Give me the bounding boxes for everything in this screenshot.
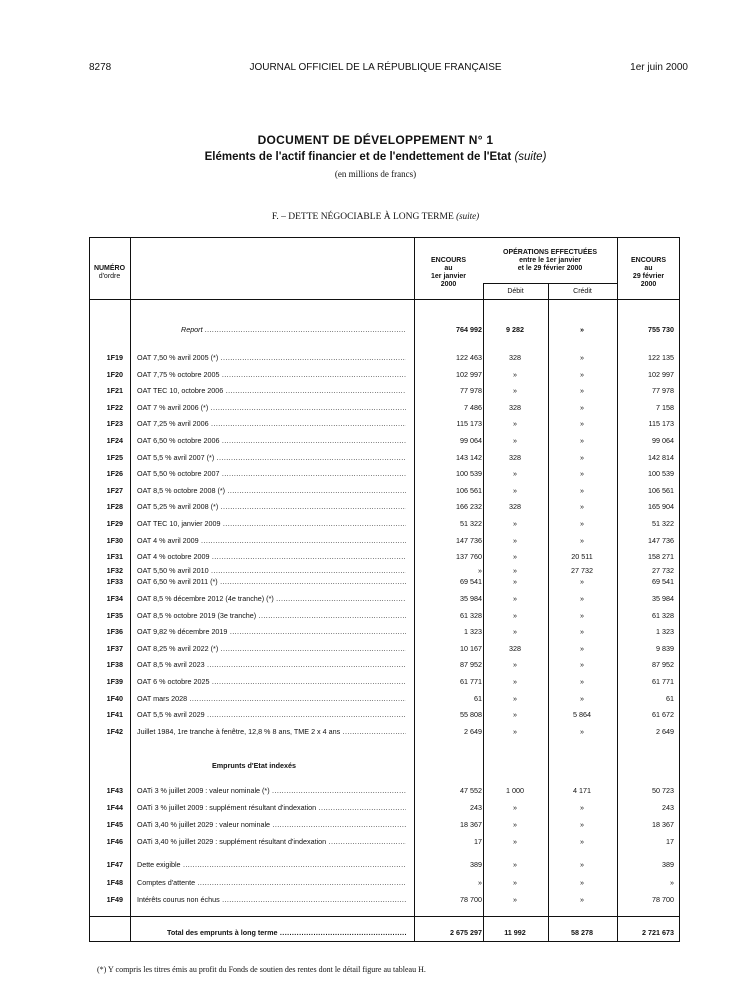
row-credit: 20 511 bbox=[571, 552, 593, 562]
row-encours-start: 87 952 bbox=[460, 660, 482, 670]
row-label: OAT 9,82 % décembre 2019 ..... bbox=[137, 627, 406, 636]
header-line: au bbox=[644, 265, 653, 272]
row-encours-end: 61 bbox=[666, 693, 674, 703]
row-encours-start: 78 700 bbox=[460, 895, 482, 904]
row-code: 1F28 bbox=[106, 502, 123, 512]
row-debit: » bbox=[513, 419, 517, 429]
table-row bbox=[89, 483, 680, 497]
row-encours-end: 27 732 bbox=[652, 566, 674, 575]
row-encours-end: 61 771 bbox=[652, 677, 674, 686]
row-code: 1F20 bbox=[106, 369, 123, 379]
row-code: 1F31 bbox=[106, 552, 123, 562]
row-credit: » bbox=[580, 660, 584, 670]
row-credit: 4 171 bbox=[573, 786, 591, 795]
row-debit: » bbox=[513, 386, 517, 396]
table-row bbox=[89, 416, 680, 430]
table-row bbox=[89, 433, 680, 447]
row-label: Comptes d'attente ..... bbox=[137, 878, 406, 887]
row-encours-start: 61 328 bbox=[460, 610, 482, 620]
table-row bbox=[89, 574, 680, 588]
row-credit: 27 732 bbox=[571, 566, 593, 575]
row-debit: » bbox=[513, 535, 517, 545]
row-label: OAT 7 % avril 2006 (*) ..... bbox=[137, 403, 406, 412]
table-row bbox=[89, 857, 680, 871]
row-encours-end: 243 bbox=[662, 803, 674, 812]
row-debit: » bbox=[513, 837, 517, 846]
row-encours-start: » bbox=[478, 566, 482, 575]
header-line: 2000 bbox=[440, 281, 457, 288]
header-line: entre le 1er janvier bbox=[519, 257, 581, 264]
row-encours-start: 17 bbox=[474, 837, 482, 846]
row-label: OAT 7,25 % avril 2006 ..... bbox=[137, 419, 406, 428]
row-credit: » bbox=[580, 519, 584, 528]
row-label: OAT TEC 10, janvier 2009 ..... bbox=[137, 519, 406, 528]
page-number: 8278 bbox=[89, 62, 112, 73]
table-row bbox=[89, 400, 680, 414]
table-row bbox=[89, 892, 680, 906]
header-divider bbox=[89, 299, 680, 300]
row-encours-start: 166 232 bbox=[456, 502, 482, 512]
header-line: ENCOURS bbox=[630, 257, 666, 264]
row-credit: » bbox=[580, 452, 584, 462]
row-debit: » bbox=[513, 519, 517, 528]
row-label: OAT 6 % octobre 2025 ..... bbox=[137, 677, 406, 686]
row-encours-start: 147 736 bbox=[456, 535, 482, 545]
row-credit: » bbox=[580, 610, 584, 620]
row-encours-end: 69 541 bbox=[652, 577, 674, 586]
header-numero bbox=[89, 265, 130, 281]
row-debit: » bbox=[513, 610, 517, 620]
row-encours-end: 87 952 bbox=[652, 660, 674, 670]
table-row bbox=[89, 350, 680, 364]
row-encours-end: 17 bbox=[666, 837, 674, 846]
total-debit: 11 992 bbox=[504, 928, 526, 937]
header-numero-line: d'ordre bbox=[98, 273, 121, 280]
row-encours-start: 137 760 bbox=[456, 552, 482, 562]
row-encours-end: 158 271 bbox=[648, 552, 674, 562]
report-label: Report ..... bbox=[181, 325, 406, 334]
row-label: OAT 4 % avril 2009 ..... bbox=[137, 536, 406, 545]
header-line: 29 février bbox=[632, 273, 665, 280]
table-row bbox=[89, 657, 680, 671]
row-code: 1F34 bbox=[106, 594, 123, 603]
table-row bbox=[89, 383, 680, 397]
row-label: OAT 8,5 % avril 2023 ..... bbox=[137, 660, 406, 669]
row-credit: 5 864 bbox=[573, 710, 591, 720]
row-encours-end: 147 736 bbox=[648, 535, 674, 545]
row-code: 1F25 bbox=[106, 452, 123, 462]
row-credit: » bbox=[580, 436, 584, 445]
row-label: OATi 3,40 % juillet 2029 : valeur nominale ..... bbox=[137, 820, 406, 829]
header-operations bbox=[483, 249, 617, 273]
row-code: 1F27 bbox=[106, 485, 123, 495]
row-code: 1F46 bbox=[106, 837, 123, 846]
journal-title: JOURNAL OFFICIEL DE LA RÉPUBLIQUE FRANÇAISE bbox=[249, 62, 502, 73]
row-encours-end: 50 723 bbox=[652, 786, 674, 795]
row-credit: » bbox=[580, 402, 584, 412]
row-credit: » bbox=[580, 860, 584, 869]
row-encours-end: 122 135 bbox=[648, 353, 674, 362]
table-row bbox=[89, 533, 680, 547]
row-code: 1F26 bbox=[106, 469, 123, 479]
total-divider bbox=[89, 916, 680, 917]
row-encours-start: 106 561 bbox=[456, 485, 482, 495]
table-row bbox=[89, 783, 680, 797]
row-label: OAT 7,50 % avril 2005 (*) ..... bbox=[137, 353, 406, 362]
row-debit: 328 bbox=[509, 353, 521, 362]
row-label: OAT 6,50 % octobre 2006 ..... bbox=[137, 436, 406, 445]
row-encours-start: 7 486 bbox=[464, 402, 482, 412]
row-encours-start: 77 978 bbox=[460, 386, 482, 396]
row-debit: 328 bbox=[509, 402, 521, 412]
section-suite: (suite) bbox=[456, 211, 480, 221]
row-debit: » bbox=[513, 693, 517, 703]
row-encours-end: » bbox=[670, 877, 674, 887]
row-encours-start: 35 984 bbox=[460, 594, 482, 603]
table-row bbox=[89, 674, 680, 688]
total-encours-end: 2 721 673 bbox=[642, 928, 674, 937]
row-encours-start: 99 064 bbox=[460, 436, 482, 445]
row-code: 1F32 bbox=[106, 566, 123, 575]
row-debit: » bbox=[513, 627, 517, 637]
report-row bbox=[89, 322, 680, 336]
row-encours-start: 102 997 bbox=[456, 369, 482, 379]
row-encours-start: 47 552 bbox=[460, 786, 482, 795]
row-encours-start: 243 bbox=[470, 803, 482, 812]
row-encours-end: 99 064 bbox=[652, 436, 674, 445]
row-encours-end: 61 328 bbox=[652, 610, 674, 620]
row-label: OAT 8,5 % décembre 2012 (4e tranche) (*) ..... bbox=[137, 594, 406, 603]
row-debit: » bbox=[513, 726, 517, 736]
row-credit: » bbox=[580, 369, 584, 379]
header-encours-end bbox=[617, 257, 680, 289]
table-row bbox=[89, 800, 680, 814]
row-label: OAT TEC 10, octobre 2006 ..... bbox=[137, 386, 406, 395]
row-encours-start: 61 bbox=[474, 693, 482, 703]
header-line: 2000 bbox=[640, 281, 657, 288]
row-label: Dette exigible ..... bbox=[137, 860, 406, 869]
row-label: OAT 5,25 % avril 2008 (*) ..... bbox=[137, 502, 406, 511]
row-encours-start: 100 539 bbox=[456, 469, 482, 479]
row-code: 1F49 bbox=[106, 895, 123, 904]
row-label: OAT 5,5 % avril 2007 (*) ..... bbox=[137, 453, 406, 462]
row-label: OAT 7,75 % octobre 2005 ..... bbox=[137, 370, 406, 379]
row-encours-end: 389 bbox=[662, 860, 674, 869]
row-label: OAT 5,50 % octobre 2007 ..... bbox=[137, 469, 406, 478]
table-row bbox=[89, 707, 680, 721]
report-encours-start: 764 992 bbox=[456, 325, 482, 334]
row-credit: » bbox=[580, 677, 584, 686]
document-subtitle bbox=[0, 151, 751, 163]
row-label: OAT 8,25 % avril 2022 (*) ..... bbox=[137, 644, 406, 653]
row-encours-end: 1 323 bbox=[656, 627, 674, 637]
table-row bbox=[89, 516, 680, 530]
row-code: 1F21 bbox=[106, 386, 123, 396]
row-encours-end: 2 649 bbox=[656, 726, 674, 736]
row-encours-start: 115 173 bbox=[456, 419, 482, 429]
row-credit: » bbox=[580, 820, 584, 829]
row-debit: » bbox=[513, 594, 517, 603]
report-encours-end: 755 730 bbox=[648, 325, 674, 334]
row-label: OATi 3 % juillet 2009 : supplément résultant d'indexation ..... bbox=[137, 803, 406, 812]
row-debit: 1 000 bbox=[506, 786, 524, 795]
table-row bbox=[89, 875, 680, 889]
total-row bbox=[89, 925, 680, 939]
row-encours-end: 77 978 bbox=[652, 386, 674, 396]
header-line: au bbox=[444, 265, 453, 272]
table-row bbox=[89, 466, 680, 480]
table-row bbox=[89, 499, 680, 513]
row-code: 1F35 bbox=[106, 610, 123, 620]
row-code: 1F41 bbox=[106, 710, 123, 720]
row-code: 1F42 bbox=[106, 726, 123, 736]
row-encours-end: 100 539 bbox=[648, 469, 674, 479]
row-debit: » bbox=[513, 877, 517, 887]
units-note: (en millions de francs) bbox=[334, 169, 417, 179]
row-debit: » bbox=[513, 577, 517, 586]
header-numero-line: NUMÉRO bbox=[93, 265, 126, 272]
row-code: 1F37 bbox=[106, 643, 123, 653]
report-debit: 9 282 bbox=[506, 325, 524, 334]
table-row bbox=[89, 624, 680, 638]
row-credit: » bbox=[580, 502, 584, 512]
header-credit: Crédit bbox=[573, 288, 592, 295]
page-date: 1er juin 2000 bbox=[630, 62, 688, 73]
row-encours-end: 61 672 bbox=[652, 710, 674, 720]
row-debit: 328 bbox=[509, 452, 521, 462]
row-credit: » bbox=[580, 877, 584, 887]
section-main: F. – DETTE NÉGOCIABLE À LONG TERME bbox=[271, 212, 454, 222]
row-encours-end: 165 904 bbox=[648, 502, 674, 512]
header-line: ENCOURS bbox=[430, 257, 466, 264]
row-label: OATi 3,40 % juillet 2029 : supplément résultant d'indexation ..... bbox=[137, 837, 406, 846]
row-encours-start: 10 167 bbox=[460, 643, 482, 653]
row-encours-start: 1 323 bbox=[464, 627, 482, 637]
operations-divider bbox=[483, 283, 617, 284]
subtitle-main: Eléments de l'actif financier et de l'endettement de l'Etat bbox=[204, 151, 512, 163]
row-debit: » bbox=[513, 895, 517, 904]
row-label: OAT 4 % octobre 2009 ..... bbox=[137, 552, 406, 561]
row-encours-start: 389 bbox=[470, 860, 482, 869]
row-encours-end: 115 173 bbox=[648, 419, 674, 429]
header-line: OPÉRATIONS EFFECTUÉES bbox=[503, 249, 597, 256]
row-debit: 328 bbox=[509, 643, 521, 653]
header-line: et le 29 février 2000 bbox=[517, 265, 583, 272]
row-code: 1F39 bbox=[106, 677, 123, 686]
row-encours-start: 51 322 bbox=[460, 519, 482, 528]
row-code: 1F19 bbox=[106, 353, 123, 362]
row-credit: » bbox=[580, 837, 584, 846]
row-code: 1F36 bbox=[106, 627, 123, 637]
table-row bbox=[89, 641, 680, 655]
table-row bbox=[89, 691, 680, 705]
row-encours-start: » bbox=[478, 877, 482, 887]
row-encours-end: 106 561 bbox=[648, 485, 674, 495]
row-code: 1F48 bbox=[106, 877, 123, 887]
total-credit: 58 278 bbox=[571, 928, 593, 937]
row-credit: » bbox=[580, 469, 584, 479]
row-label: Intérêts courus non échus ..... bbox=[137, 895, 406, 904]
row-credit: » bbox=[580, 627, 584, 637]
row-credit: » bbox=[580, 535, 584, 545]
row-code: 1F40 bbox=[106, 693, 123, 703]
table-row bbox=[89, 450, 680, 464]
row-debit: » bbox=[513, 820, 517, 829]
row-debit: » bbox=[513, 803, 517, 812]
row-encours-end: 7 158 bbox=[656, 402, 674, 412]
row-code: 1F29 bbox=[106, 519, 123, 528]
row-label: OAT 5,5 % avril 2029 ..... bbox=[137, 710, 406, 719]
section-title bbox=[0, 211, 751, 222]
row-label: OATi 3 % juillet 2009 : valeur nominale (*) ..... bbox=[137, 786, 406, 795]
row-debit: » bbox=[513, 469, 517, 479]
row-credit: » bbox=[580, 419, 584, 429]
row-debit: » bbox=[513, 710, 517, 720]
row-debit: 328 bbox=[509, 502, 521, 512]
table-row bbox=[89, 834, 680, 848]
row-encours-start: 61 771 bbox=[460, 677, 482, 686]
header-debit: Débit bbox=[507, 288, 524, 295]
row-code: 1F45 bbox=[106, 820, 123, 829]
row-code: 1F30 bbox=[106, 535, 123, 545]
row-credit: » bbox=[580, 577, 584, 586]
row-encours-start: 69 541 bbox=[460, 577, 482, 586]
row-encours-start: 18 367 bbox=[460, 820, 482, 829]
row-encours-start: 2 649 bbox=[464, 726, 482, 736]
row-label: OAT 5,50 % avril 2010 ..... bbox=[137, 566, 406, 575]
row-encours-end: 51 322 bbox=[652, 519, 674, 528]
table-row bbox=[89, 591, 680, 605]
row-encours-end: 9 839 bbox=[656, 643, 674, 653]
row-debit: » bbox=[513, 485, 517, 495]
row-credit: » bbox=[580, 803, 584, 812]
row-credit: » bbox=[580, 693, 584, 703]
row-code: 1F44 bbox=[106, 803, 123, 812]
row-encours-end: 35 984 bbox=[652, 594, 674, 603]
row-code: 1F43 bbox=[106, 786, 123, 795]
row-encours-start: 143 142 bbox=[456, 452, 482, 462]
row-label: OAT 6,50 % avril 2011 (*) ..... bbox=[137, 577, 406, 586]
row-debit: » bbox=[513, 677, 517, 686]
row-code: 1F23 bbox=[106, 419, 123, 429]
report-credit: » bbox=[580, 325, 584, 334]
table-row bbox=[89, 549, 680, 563]
row-debit: » bbox=[513, 552, 517, 562]
table-row bbox=[89, 367, 680, 381]
row-encours-end: 102 997 bbox=[648, 369, 674, 379]
row-credit: » bbox=[580, 386, 584, 396]
header-encours-start bbox=[414, 257, 483, 289]
row-credit: » bbox=[580, 594, 584, 603]
row-credit: » bbox=[580, 895, 584, 904]
row-label: OAT 8,5 % octobre 2008 (*) ..... bbox=[137, 486, 406, 495]
row-label: Juillet 1984, 1re tranche à fenêtre, 12,8 % 8 ans, TME 2 x 4 ans ..... bbox=[137, 727, 406, 736]
row-credit: » bbox=[580, 353, 584, 362]
row-debit: » bbox=[513, 860, 517, 869]
row-debit: » bbox=[513, 660, 517, 670]
row-encours-end: 78 700 bbox=[652, 895, 674, 904]
document-title: DOCUMENT DE DÉVELOPPEMENT N° 1 bbox=[257, 133, 494, 147]
row-credit: » bbox=[580, 485, 584, 495]
table-row bbox=[89, 817, 680, 831]
row-debit: » bbox=[513, 369, 517, 379]
row-encours-end: 18 367 bbox=[652, 820, 674, 829]
table-row bbox=[89, 724, 680, 738]
indexed-heading: Emprunts d'Etat indexés bbox=[212, 761, 296, 770]
row-encours-start: 122 463 bbox=[456, 353, 482, 362]
row-encours-start: 55 808 bbox=[460, 710, 482, 720]
row-debit: » bbox=[513, 436, 517, 445]
row-code: 1F47 bbox=[106, 860, 123, 869]
row-encours-end: 142 814 bbox=[648, 452, 674, 462]
row-code: 1F33 bbox=[106, 577, 123, 586]
row-credit: » bbox=[580, 643, 584, 653]
row-code: 1F24 bbox=[106, 436, 123, 445]
row-code: 1F38 bbox=[106, 660, 123, 670]
table-row bbox=[89, 608, 680, 622]
row-code: 1F22 bbox=[106, 402, 123, 412]
row-debit: » bbox=[513, 566, 517, 575]
total-label: Total des emprunts à long terme ..... bbox=[167, 928, 406, 937]
row-label: OAT mars 2028 ..... bbox=[137, 694, 406, 703]
row-credit: » bbox=[580, 726, 584, 736]
footnote: (*) Y compris les titres émis au profit du Fonds de soutien des rentes dont le détail figure au tableau H. bbox=[97, 965, 426, 974]
header-line: 1er janvier bbox=[430, 273, 467, 280]
row-label: OAT 8,5 % octobre 2019 (3e tranche) ..... bbox=[137, 611, 406, 620]
total-encours-start: 2 675 297 bbox=[450, 928, 482, 937]
subtitle-suite: (suite) bbox=[514, 151, 547, 163]
